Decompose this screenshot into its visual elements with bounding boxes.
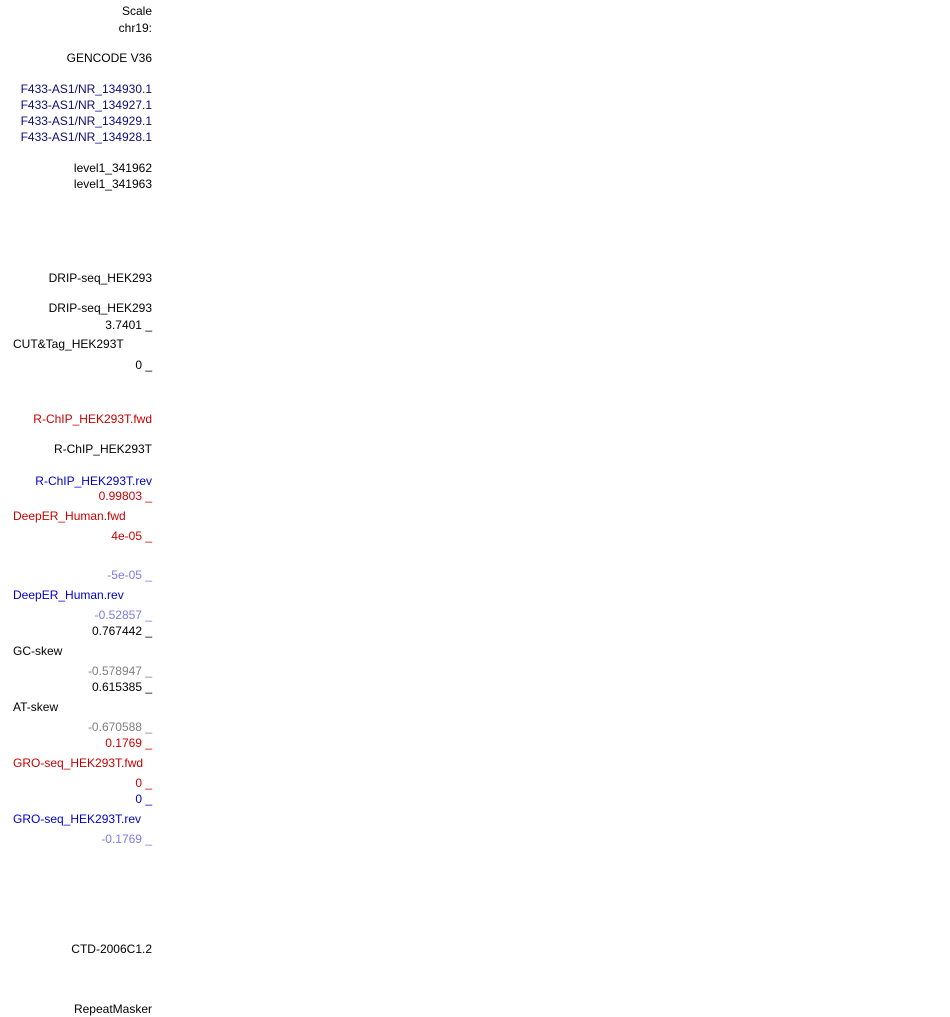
cuttag-min-value: 0 _ xyxy=(135,358,152,372)
gro-rev-title[interactable]: GRO-seq_HEK293T.rev xyxy=(13,812,142,826)
deeper-fwd-title[interactable]: DeepER_Human.fwd xyxy=(13,509,126,523)
drip-max-value: 3.7401 _ xyxy=(105,318,152,332)
drip-track-title[interactable]: DRIP-seq_HEK293 xyxy=(48,271,152,285)
chrom-label: chr19: xyxy=(118,21,152,35)
rchip-max-value: 0.99803 _ xyxy=(98,489,152,503)
rchip-rev-title[interactable]: R-ChIP_HEK293T.rev xyxy=(35,474,152,488)
at-skew-max-value: 0.615385 _ xyxy=(91,680,152,694)
gro-rev-min-value: -0.1769 _ xyxy=(101,832,152,846)
gro-rev-max-value: 0 _ xyxy=(135,792,152,806)
transcript-label[interactable]: F433-AS1/NR_134929.1 xyxy=(20,114,152,128)
deeper-rev-max-value: -5e-05 _ xyxy=(107,568,152,582)
level-item-label[interactable]: level1_341963 xyxy=(73,177,152,191)
drip-track-subtitle[interactable]: DRIP-seq_HEK293 xyxy=(48,301,152,315)
transcript-label[interactable]: F433-AS1/NR_134928.1 xyxy=(20,130,152,144)
level-item-label[interactable]: level1_341962 xyxy=(73,161,152,175)
rchip-fwd-title[interactable]: R-ChIP_HEK293T.fwd xyxy=(33,412,152,426)
ctd-track-label[interactable]: CTD-2006C1.2 xyxy=(71,942,152,956)
gc-skew-title[interactable]: GC-skew xyxy=(13,644,63,658)
cuttag-track-title[interactable]: CUT&Tag_HEK293T xyxy=(13,337,124,351)
deeper-rev-title[interactable]: DeepER_Human.rev xyxy=(13,588,124,602)
gc-skew-max-value: 0.767442 _ xyxy=(91,624,152,638)
deeper-fwd-min-value: 4e-05 _ xyxy=(111,529,152,543)
gro-fwd-max-value: 0.1769 _ xyxy=(105,736,152,750)
gc-skew-min-value: -0.578947 _ xyxy=(87,664,152,678)
gro-fwd-min-value: 0 _ xyxy=(135,776,152,790)
repeatmasker-track-title[interactable]: RepeatMasker xyxy=(73,1002,152,1016)
scale-label: Scale xyxy=(121,4,152,18)
transcript-label[interactable]: F433-AS1/NR_134927.1 xyxy=(20,98,152,112)
transcript-label[interactable]: F433-AS1/NR_134930.1 xyxy=(20,82,152,96)
rchip-track-title[interactable]: R-ChIP_HEK293T xyxy=(53,442,152,456)
gro-fwd-title[interactable]: GRO-seq_HEK293T.fwd xyxy=(13,756,144,770)
deeper-rev-min-value: -0.52857 _ xyxy=(94,608,152,622)
gencode-track-title[interactable]: GENCODE V36 xyxy=(66,51,152,65)
at-skew-min-value: -0.670588 _ xyxy=(87,720,152,734)
at-skew-title[interactable]: AT-skew xyxy=(13,700,59,714)
